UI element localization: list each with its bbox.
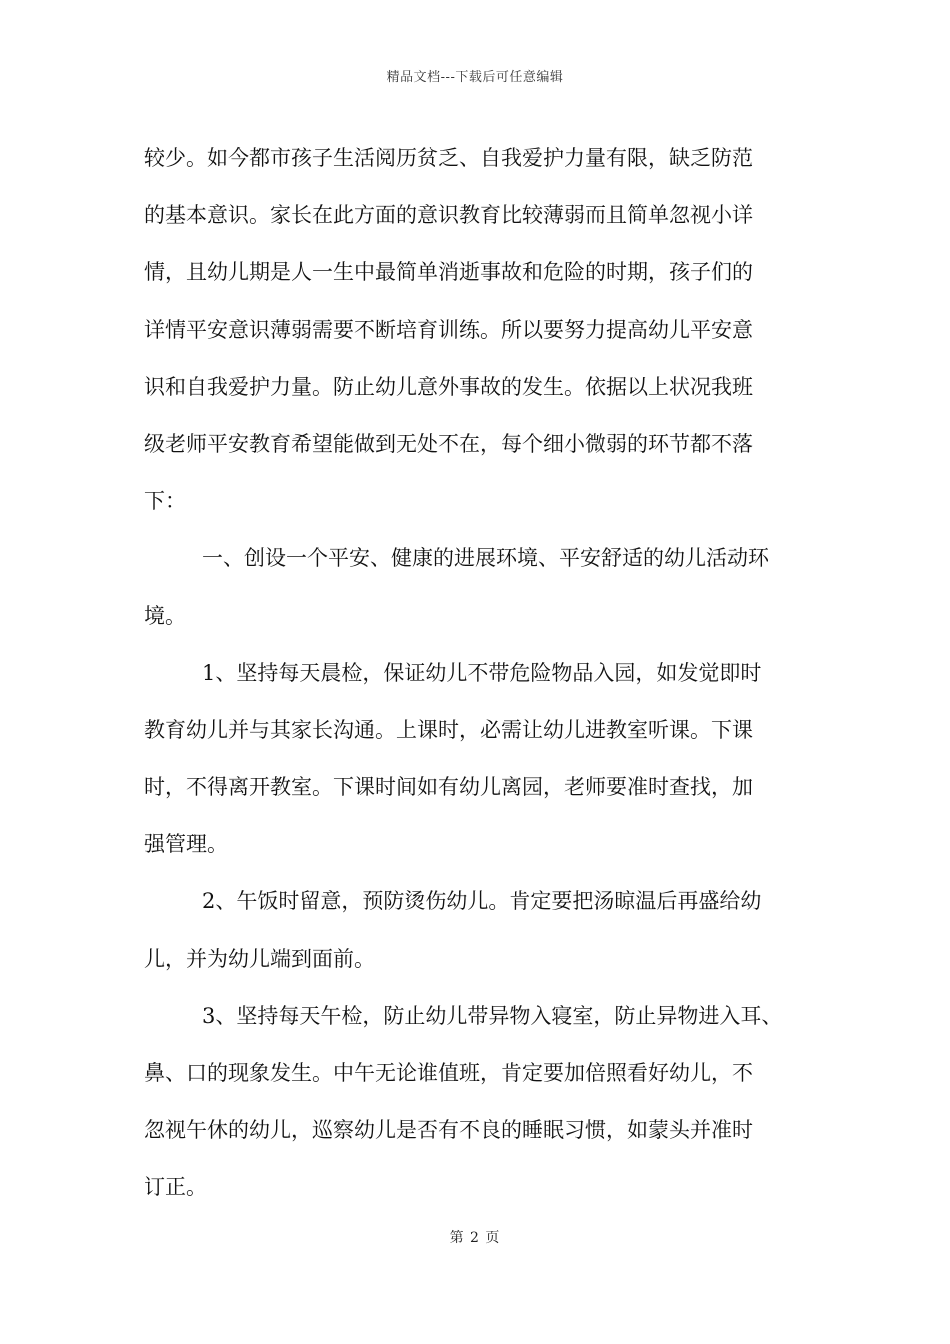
page-header: 精品文档---下载后可任意编辑 bbox=[386, 70, 564, 85]
page-number: 第 2 页 bbox=[449, 1230, 501, 1246]
list-item-2-start: 2、午饭时留意，预防烫伤幼儿。肯定要把汤晾温后再盛给幼 bbox=[202, 889, 762, 914]
body-line: 强管理。 bbox=[144, 832, 228, 857]
body-line: 境。 bbox=[144, 603, 186, 628]
body-line: 订正。 bbox=[144, 1175, 207, 1200]
body-line: 识和自我爱护力量。防止幼儿意外事故的发生。依据以上状况我班 bbox=[144, 374, 753, 399]
body-line: 较少。如今都市孩子生活阅历贫乏、自我爱护力量有限，缺乏防范 bbox=[144, 146, 753, 170]
body-line: 时，不得离开教室。下课时间如有幼儿离园，老师要准时查找，加 bbox=[144, 775, 753, 800]
list-item-1-start: 1、坚持每天晨检，保证幼儿不带危险物品入园，如发觉即时 bbox=[202, 660, 762, 685]
body-line: 详情平安意识薄弱需要不断培育训练。所以要努力提高幼儿平安意 bbox=[144, 317, 753, 342]
body-line: 鼻、口的现象发生。中午无论谁值班，肯定要加倍照看好幼儿，不 bbox=[144, 1061, 753, 1085]
body-line: 儿，并为幼儿端到面前。 bbox=[144, 946, 375, 971]
document-body bbox=[144, 130, 824, 1217]
body-line: 忽视午休的幼儿，巡察幼儿是否有不良的睡眠习惯，如蒙头并准时 bbox=[144, 1118, 753, 1143]
body-line: 教育幼儿并与其家长沟通。上课时，必需让幼儿进教室听课。下课 bbox=[144, 717, 753, 742]
list-item-3-start: 3、坚持每天午检，防止幼儿带异物入寝室，防止异物进入耳、 bbox=[202, 1003, 783, 1028]
body-line: 情，且幼儿期是人一生中最简单消逝事故和危险的时期，孩子们的 bbox=[144, 260, 753, 285]
body-line: 级老师平安教育希望能做到无处不在，每个细小微弱的环节都不落 bbox=[144, 431, 753, 456]
section-heading: 一、创设一个平安、健康的进展环境、平安舒适的幼儿活动环 bbox=[202, 546, 769, 571]
body-line: 下： bbox=[144, 489, 186, 514]
body-line: 的基本意识。家长在此方面的意识教育比较薄弱而且简单忽视小详 bbox=[144, 203, 753, 228]
